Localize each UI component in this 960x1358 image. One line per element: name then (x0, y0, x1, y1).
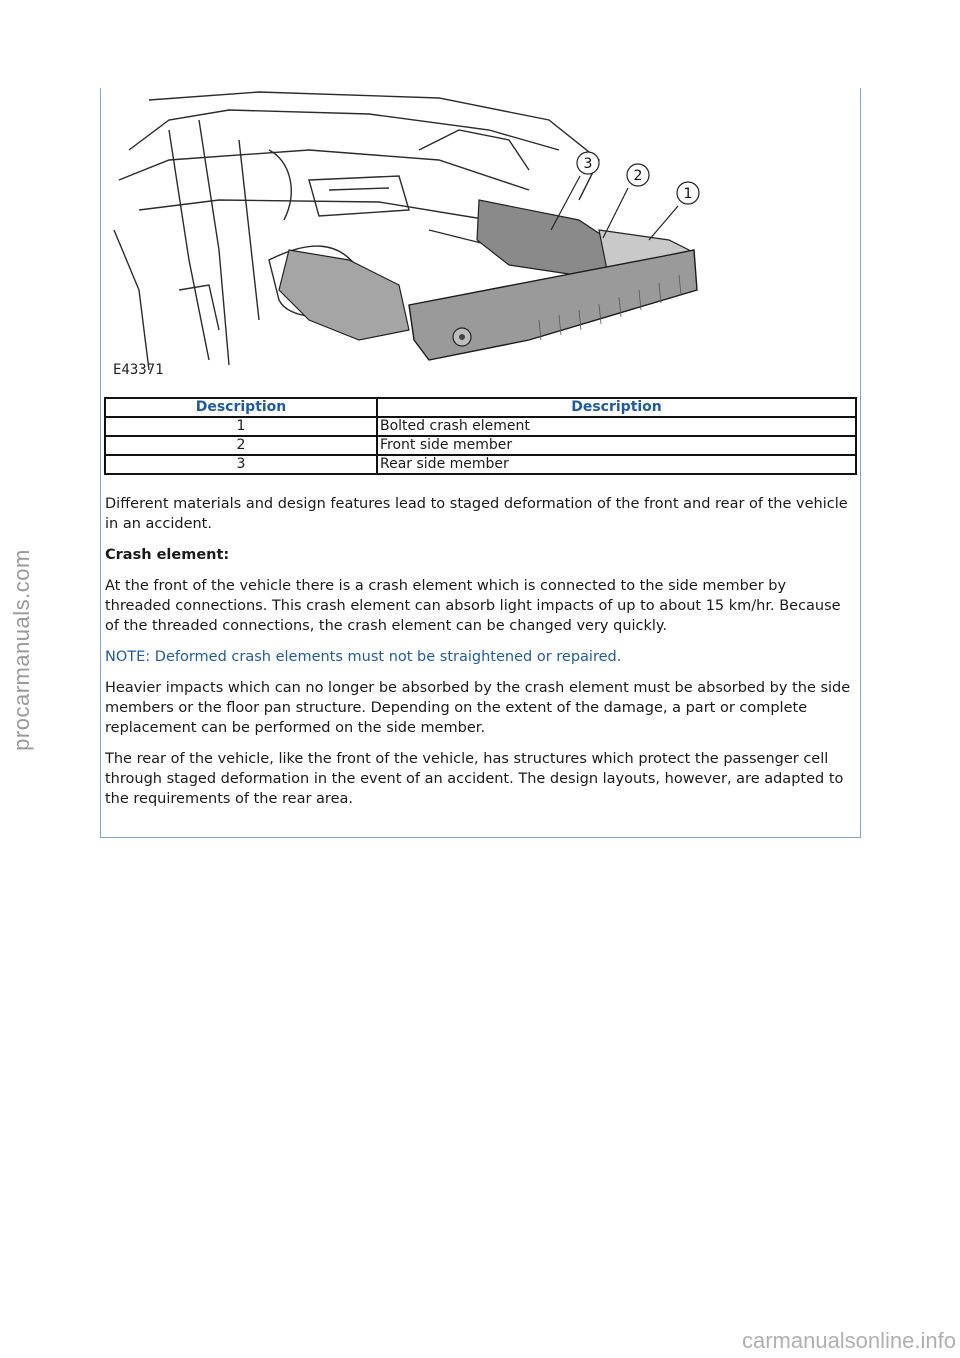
legend-item-description: Front side member (377, 436, 856, 455)
table-row (105, 436, 856, 455)
legend-header-number: Description (105, 398, 377, 417)
side-watermark (2, 520, 42, 780)
section-heading-crash-element: Crash element: (105, 547, 230, 563)
legend-item-number: 1 (105, 417, 377, 436)
paragraph-deformation-intro: Different materials and design features lead to staged deformation of the front and rear of the vehicle in an accident. (105, 496, 848, 532)
callout-1-label: 1 (683, 186, 693, 202)
body-text (105, 494, 855, 820)
paragraph-crash-element: At the front of the vehicle there is a crash element which is connected to the side member by threaded connections. This crash element can absorb light impacts of up to about 15 km/hr. Because of the threaded connections, the crash element can be changed very quickly. (105, 578, 841, 634)
note-deformed-crash-elements: NOTE: Deformed crash elements must not be straightened or repaired. (105, 649, 622, 665)
side-watermark-text: procarmanuals.com (9, 549, 34, 751)
legend-item-number: 2 (105, 436, 377, 455)
legend-header-description: Description (377, 398, 856, 417)
table-row (105, 417, 856, 436)
legend-item-number: 3 (105, 455, 377, 474)
legend-item-description: Rear side member (377, 455, 856, 474)
footer-watermark: carmanualsonline.info (741, 1328, 956, 1353)
legend-table (104, 397, 857, 475)
callout-3-label: 3 (583, 156, 593, 172)
legend-item-description: Bolted crash element (377, 417, 856, 436)
legend-header-row (105, 398, 856, 417)
figure-id-label: E43371 (113, 362, 164, 378)
table-row (105, 455, 856, 474)
paragraph-rear-structure: The rear of the vehicle, like the front of the vehicle, has structures which protect the passenger cell through staged deformation in the event of an accident. The design layouts, however, are adapted to the requirements of the rear area. (105, 751, 844, 807)
vehicle-front-structure-drawing (109, 90, 707, 385)
callout-2-label: 2 (633, 168, 643, 184)
content-frame (100, 88, 861, 838)
crash-structure-illustration (109, 90, 707, 385)
paragraph-heavier-impacts: Heavier impacts which can no longer be absorbed by the crash element must be absorbed by the side members or the floor pan structure. Depending on the extent of the damage, a part or complete replacement can be performed on the side member. (105, 680, 851, 736)
